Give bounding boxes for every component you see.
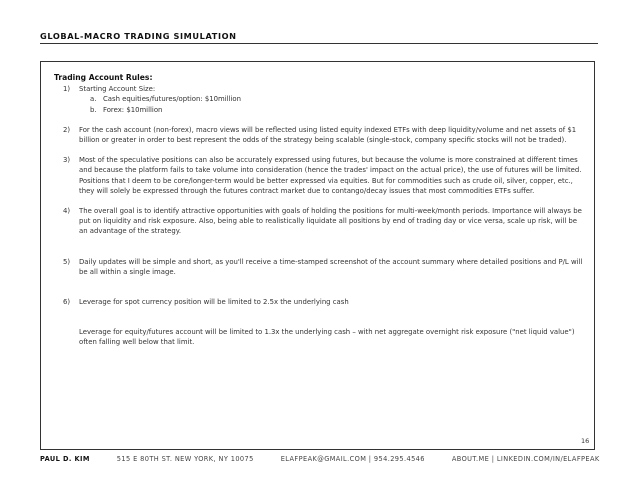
sub-rule-letter: a. (90, 95, 97, 104)
rule-text: For the cash account (non-forex), macro views will be reflected using listed equity indexed ETFs with deep liquidity/volume and net assets of $1 billion or greater in order to best represent the odds of the strategy being scalable (single-stock, company specific stocks will not be traded). (79, 125, 577, 145)
author-address: 515 E 80TH ST. NEW YORK, NY 10075 (116, 455, 254, 463)
rule-number: 2) (63, 125, 71, 134)
rule-item-continuation (54, 327, 584, 347)
author-contact: ELAFPEAK@GMAIL.COM | 954.295.4546 (280, 455, 425, 463)
sub-rule-text: Cash equities/futures/option: $10million (103, 95, 241, 104)
rule-number: 6) (63, 298, 71, 307)
rule-item (54, 257, 584, 277)
rule-text: Leverage for spot currency position will be limited to 2.5x the underlying cash (79, 298, 349, 307)
header-divider (40, 43, 598, 44)
rule-item (54, 297, 584, 307)
rule-item (54, 84, 584, 94)
rule-number: 5) (63, 257, 71, 266)
sub-rule-item (54, 105, 584, 115)
rule-item (54, 125, 584, 145)
rule-text: Starting Account Size: (79, 85, 156, 94)
rules-content (54, 73, 584, 348)
rule-text: The overall goal is to identify attractive opportunities with goals of holding the positions for multi-week/month periods. Importance will always be put on liquidity and risk exposure. Also, being able to realistically liquidate all positions by end of trading day or vice versa, scale up risk, will be an advantage of the strategy. (79, 207, 582, 236)
rules-heading: Trading Account Rules: (54, 73, 153, 82)
rule-item (54, 155, 584, 196)
author-name: PAUL D. KIM (40, 455, 90, 463)
sub-rule-item (54, 94, 584, 104)
document-title: GLOBAL-MACRO TRADING SIMULATION (40, 31, 237, 41)
sub-rule-letter: b. (90, 105, 97, 114)
rule-number: 1) (63, 85, 71, 94)
footer (40, 455, 600, 463)
author-web: ABOUT.ME | LINKEDIN.COM/IN/ELAFPEAK (451, 455, 600, 463)
rule-item (54, 206, 584, 237)
rule-text: Daily updates will be simple and short, as you'll receive a time-stamped screenshot of the account summary where detailed positions and P/L will be all within a single image. (79, 257, 583, 276)
sub-rule-text: Forex: $10million (103, 105, 163, 114)
rule-number: 4) (63, 207, 71, 216)
rule-text: Most of the speculative positions can also be accurately expressed using futures, but because the volume is more constrained at different times and because the platform fails to take volume into consideration (hence the trades' impact on the actual price), the use of futures will be limited. Positions that I deem to be core/longer-term would be better expressed via equities. But for commodities such as crude oil, silver, copper, etc., they will solely be expressed through the futures contract market due to contango/decay issues that most commodities ETFs suffer. (79, 156, 582, 195)
page-number: 16 (581, 437, 590, 445)
rule-text: Leverage for equity/futures account will be limited to 1.3x the underlying cash – with net aggregate overnight risk exposure ("net liquid value") often falling well below that limit. (79, 328, 575, 347)
rule-number: 3) (63, 156, 71, 165)
